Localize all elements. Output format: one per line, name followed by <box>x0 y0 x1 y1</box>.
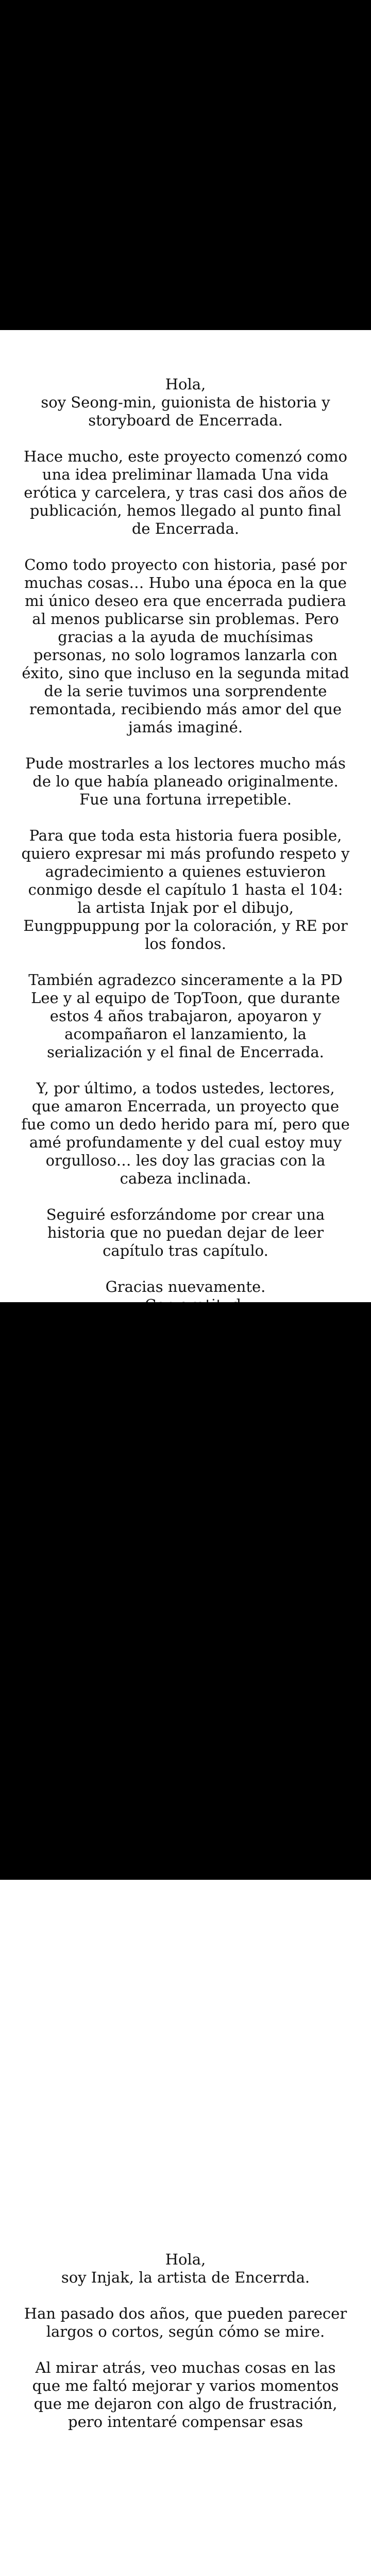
letter-paragraph: Y, por último, a todos ustedes, lectores, que amaron Encerrada, un proyecto que fue como un dedo herido para mí, pero que amé profundamente y del cual estoy muy orgulloso… les doy las gracias con la cabeza inclinada. <box>21 1079 350 1187</box>
letter-paragraph: También agradezco sinceramente a la PD Lee y al equipo de TopToon, que durante estos 4 años trabajaron, apoyaron y acompañaron el lanzamiento, la serialización y el final de Encerrada. <box>28 971 343 1061</box>
black-panel-middle <box>0 1302 371 1880</box>
letter-paragraph: Hace mucho, este proyecto comenzó como una idea preliminar llamada Una vida erótica y carcelera, y tras casi dos años de publicación, hemos llegado al punto final de Encerrada. <box>24 448 347 537</box>
black-panel-top <box>0 0 371 330</box>
letter-greeting: Hola, <box>165 2251 206 2268</box>
letter-intro: soy Injak, la artista de Encerrda. <box>61 2269 310 2286</box>
letter-paragraph: Pude mostrarles a los lectores mucho más de lo que había planeado originalmente. Fue una fortuna irrepetible. <box>25 754 346 808</box>
letter-paragraph: Han pasado dos años, que pueden parecer largos o cortos, según cómo se mire. <box>24 2305 347 2340</box>
letter-paragraph: Al mirar atrás, veo muchas cosas en las que me faltó mejorar y varios momentos que me dejaron con algo de frustración, pero intentaré compensar esas <box>32 2359 339 2431</box>
letter-paragraph: Para que toda esta historia fuera posible, quiero expresar mi más profundo respeto y agradecimiento a quienes estuvieron conmigo desde el capítulo 1 hasta el 104: la artista Injak por el dibujo, Eungppuppung por la coloración, y RE por los fondos. <box>21 827 350 953</box>
letter-closing: Gracias nuevamente. <box>105 1278 266 1295</box>
letter-paragraph: Seguiré esforzándome por crear una historia que no puedan dejar de leer capítulo tras capítulo. <box>46 1206 325 1259</box>
letter-intro: soy Seong-min, guionista de historia y storyboard de Encerrada. <box>41 393 330 429</box>
afterword-letter-writer <box>21 375 350 1332</box>
afterword-letter-artist <box>21 2251 350 2431</box>
letter-paragraph: Como todo proyecto con historia, pasé por muchas cosas… Hubo una época en la que mi único deseo era que encerrada pudiera al menos publicarse sin problemas. Pero gracias a la ayuda de muchísimas personas, no solo logramos lanzarla con éxito, sino que incluso en la segunda mitad de la serie tuvimos una sorprendente remontada, recibiendo más amor del que jamás imaginé. <box>22 556 349 736</box>
letter-greeting: Hola, <box>165 375 206 393</box>
